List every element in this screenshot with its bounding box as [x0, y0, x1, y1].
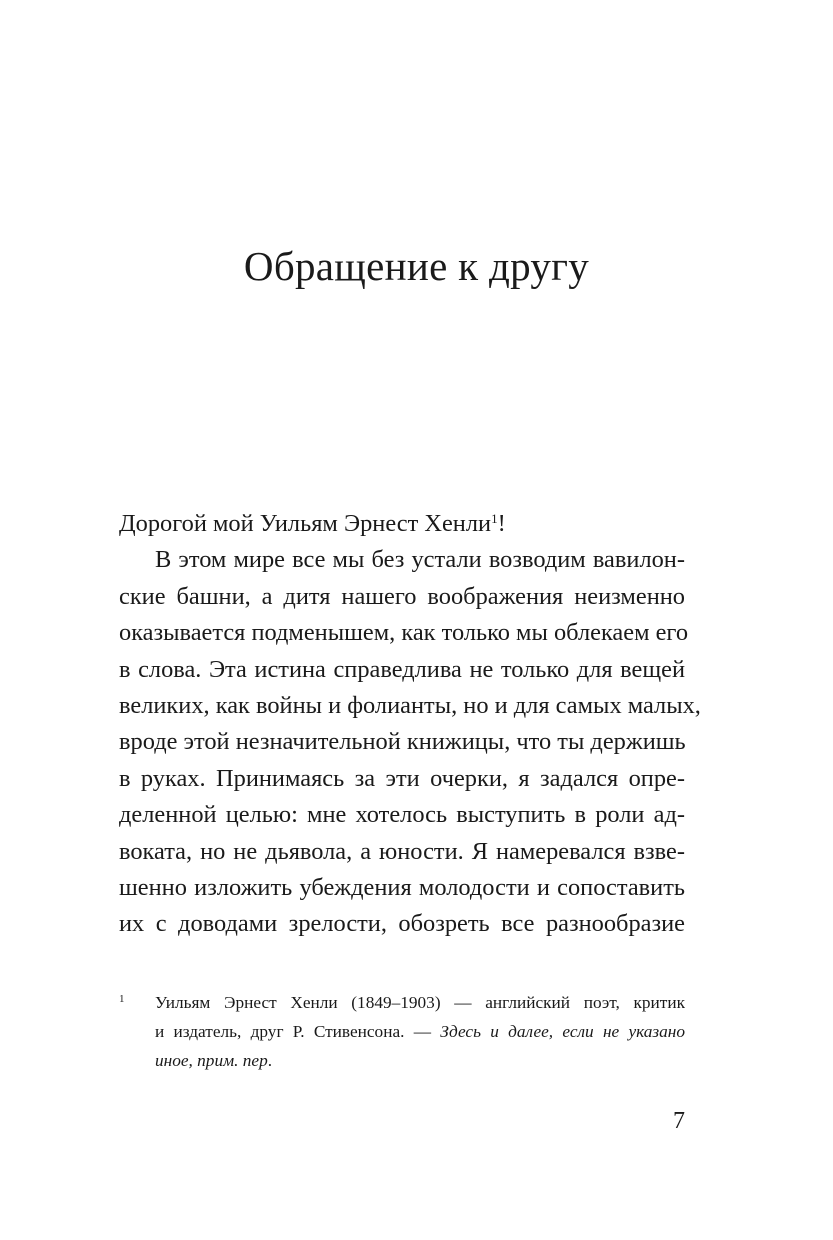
text-line: В этом мире все мы без устали возводим вавилон-	[155, 546, 685, 574]
text-line: их с доводами зрелости, обозреть все разнообразие	[119, 910, 685, 938]
footnote-body	[155, 988, 685, 1075]
footnote-reference: 1	[491, 511, 498, 526]
salutation-line	[119, 506, 685, 542]
text-line: вроде этой незначительной книжицы, что ты держишь	[119, 728, 686, 756]
salutation: Дорогой мой Уильям Эрнест Хенли	[119, 510, 492, 537]
text-line: оказывается подменышем, как только мы облекаем его	[119, 619, 689, 647]
text-line: деленной целью: мне хотелось выступить в роли ад-	[119, 801, 685, 829]
footnote	[119, 988, 685, 1075]
footnote-mark: 1	[119, 993, 125, 1005]
salutation-end: !	[497, 510, 506, 537]
footnote-text: .	[267, 1051, 273, 1070]
text-line: ские башни, а дитя нашего воображения неизменно	[119, 582, 685, 610]
footnote-line	[155, 1017, 685, 1046]
footnote-line	[155, 1046, 685, 1075]
footnote-italic-text: Здесь и далее, если не указано	[440, 1022, 686, 1041]
text-line: великих, как войны и фолианты, но и для самых малых,	[119, 691, 701, 719]
text-line: воката, но не дьявола, а юности. Я намеревался взве-	[119, 837, 685, 865]
text-line: в руках. Принимаясь за эти очерки, я задался опре-	[119, 764, 685, 792]
text-line: шенно изложить убеждения молодости и сопоставить	[119, 873, 685, 901]
footnote-line: Уильям Эрнест Хенли (1849–1903) — английский поэт, критик	[155, 993, 685, 1012]
page-number: 7	[673, 1108, 685, 1134]
footnote-text: и издатель, друг Р. Стивенсона. —	[155, 1022, 441, 1041]
body-text	[119, 506, 701, 943]
chapter-title: Обращение к другу	[243, 243, 590, 289]
text-line: в слова. Эта истина справедлива не только для вещей	[119, 655, 685, 683]
footnote-italic-text: иное, прим. пер	[155, 1051, 268, 1070]
